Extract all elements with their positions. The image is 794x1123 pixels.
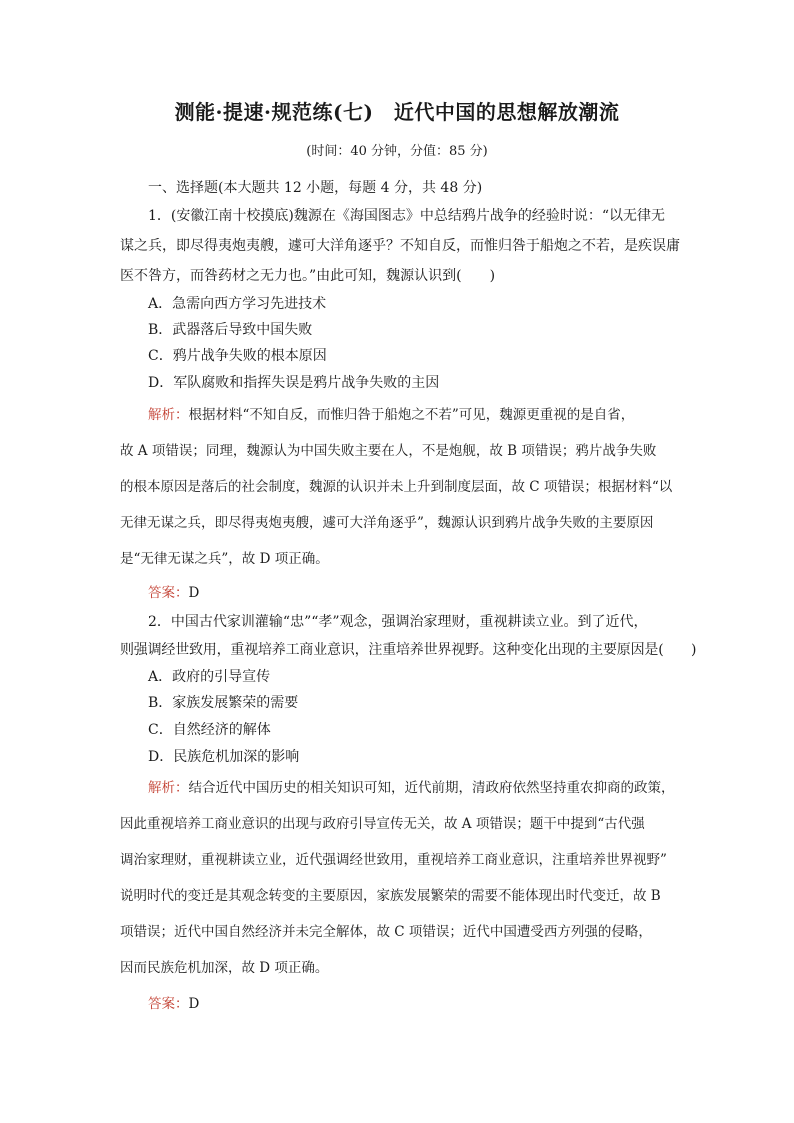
q1-option-b: B．武器落后导致中国失败: [148, 322, 313, 338]
q2-stem-line-2: 则强调经世致用，重视培养工商业意识，注重培养世界视野。这种变化出现的主要原因是( ): [120, 642, 697, 658]
q1-solution-line-2: 故 A 项错误；同理，魏源认为中国失败主要在人，不是炮舰，故 B 项错误；鸦片战争失败: [120, 443, 657, 459]
q2-answer: [148, 994, 199, 1014]
q1-solution-line-5: 是“无律无谋之兵”，故 D 项正确。: [120, 551, 329, 567]
q1-option-c: C．鸦片战争失败的根本原因: [148, 348, 327, 364]
q1-solution-line-1: [148, 405, 634, 425]
q1-solution-line-4: 无律无谋之兵，即尽得夷炮夷艘，遽可大洋角逐乎”，魏源认识到鸦片战争失败的主要原因: [120, 515, 654, 531]
q2-solution-label: 解析：: [148, 780, 189, 796]
time-score-note: (时间：40 分钟，分值：85 分): [306, 144, 488, 159]
q1-stem-line-2: 谋之兵，即尽得夷炮夷艘，遽可大洋角逐乎？不知自反，而惟归咎于船炮之不若，是疾误庸: [120, 238, 680, 254]
q2-solution-text-1: 结合近代中国历史的相关知识可知，近代前期，清政府依然坚持重农抑商的政策，: [188, 780, 675, 796]
q2-option-c: C．自然经济的解体: [148, 722, 271, 738]
q2-option-b: B．家族发展繁荣的需要: [148, 695, 299, 711]
q2-solution-line-6: 因而民族危机加深，故 D 项正确。: [120, 960, 329, 976]
q1-stem-line-1: 1．(安徽江南十校摸底)魏源在《海国图志》中总结鸦片战争的经验时说：“以无律无: [148, 208, 665, 224]
q1-option-a: A．急需向西方学习先进技术: [148, 296, 327, 312]
q2-answer-label: 答案：: [148, 996, 189, 1012]
q1-answer-label: 答案：: [148, 585, 189, 601]
page-title: 测能·提速·规范练(七) 近代中国的思想解放潮流: [174, 100, 620, 124]
q2-solution-line-2: 因此重视培养工商业意识的出现与政府引导宣传无关，故 A 项错误；题干中提到“古代强: [120, 816, 645, 832]
q2-stem-line-1: 2．中国古代家训灌输“忠”“孝”观念，强调治家理财，重视耕读立业。到了近代，: [148, 614, 648, 630]
q2-solution-line-4: 说明时代的变迁是其观念转变的主要原因，家族发展繁荣的需要不能体现出时代变迁，故 B: [120, 888, 661, 904]
q1-solution-text-1: 根据材料“不知自反，而惟归咎于船炮之不若”可见，魏源更重视的是自省，: [188, 407, 635, 423]
q1-solution-line-3: 的根本原因是落后的社会制度，魏源的认识并未上升到制度层面，故 C 项错误；根据材料“以: [120, 479, 673, 495]
q1-solution-label: 解析：: [148, 407, 189, 423]
q1-answer-value: D: [188, 585, 200, 601]
q1-option-d: D．军队腐败和指挥失误是鸦片战争失败的主因: [148, 375, 440, 391]
q1-stem-line-3: 医不咎方，而咎药材之无力也。”由此可知，魏源认识到( ): [120, 268, 496, 284]
q2-option-a: A．政府的引导宣传: [148, 669, 271, 685]
q1-answer: [148, 583, 199, 603]
q2-option-d: D．民族危机加深的影响: [148, 749, 300, 765]
q2-solution-line-5: 项错误；近代中国自然经济并未完全解体，故 C 项错误；近代中国遭受西方列强的侵略，: [120, 924, 652, 940]
section-heading: 一、选择题(本大题共 12 小题，每题 4 分，共 48 分): [148, 180, 483, 196]
q2-answer-value: D: [188, 996, 200, 1012]
q2-solution-line-1: [148, 778, 675, 798]
q2-solution-line-3: 调治家理财，重视耕读立业，近代强调经世致用，重视培养工商业意识，注重培养世界视野”: [120, 852, 667, 868]
